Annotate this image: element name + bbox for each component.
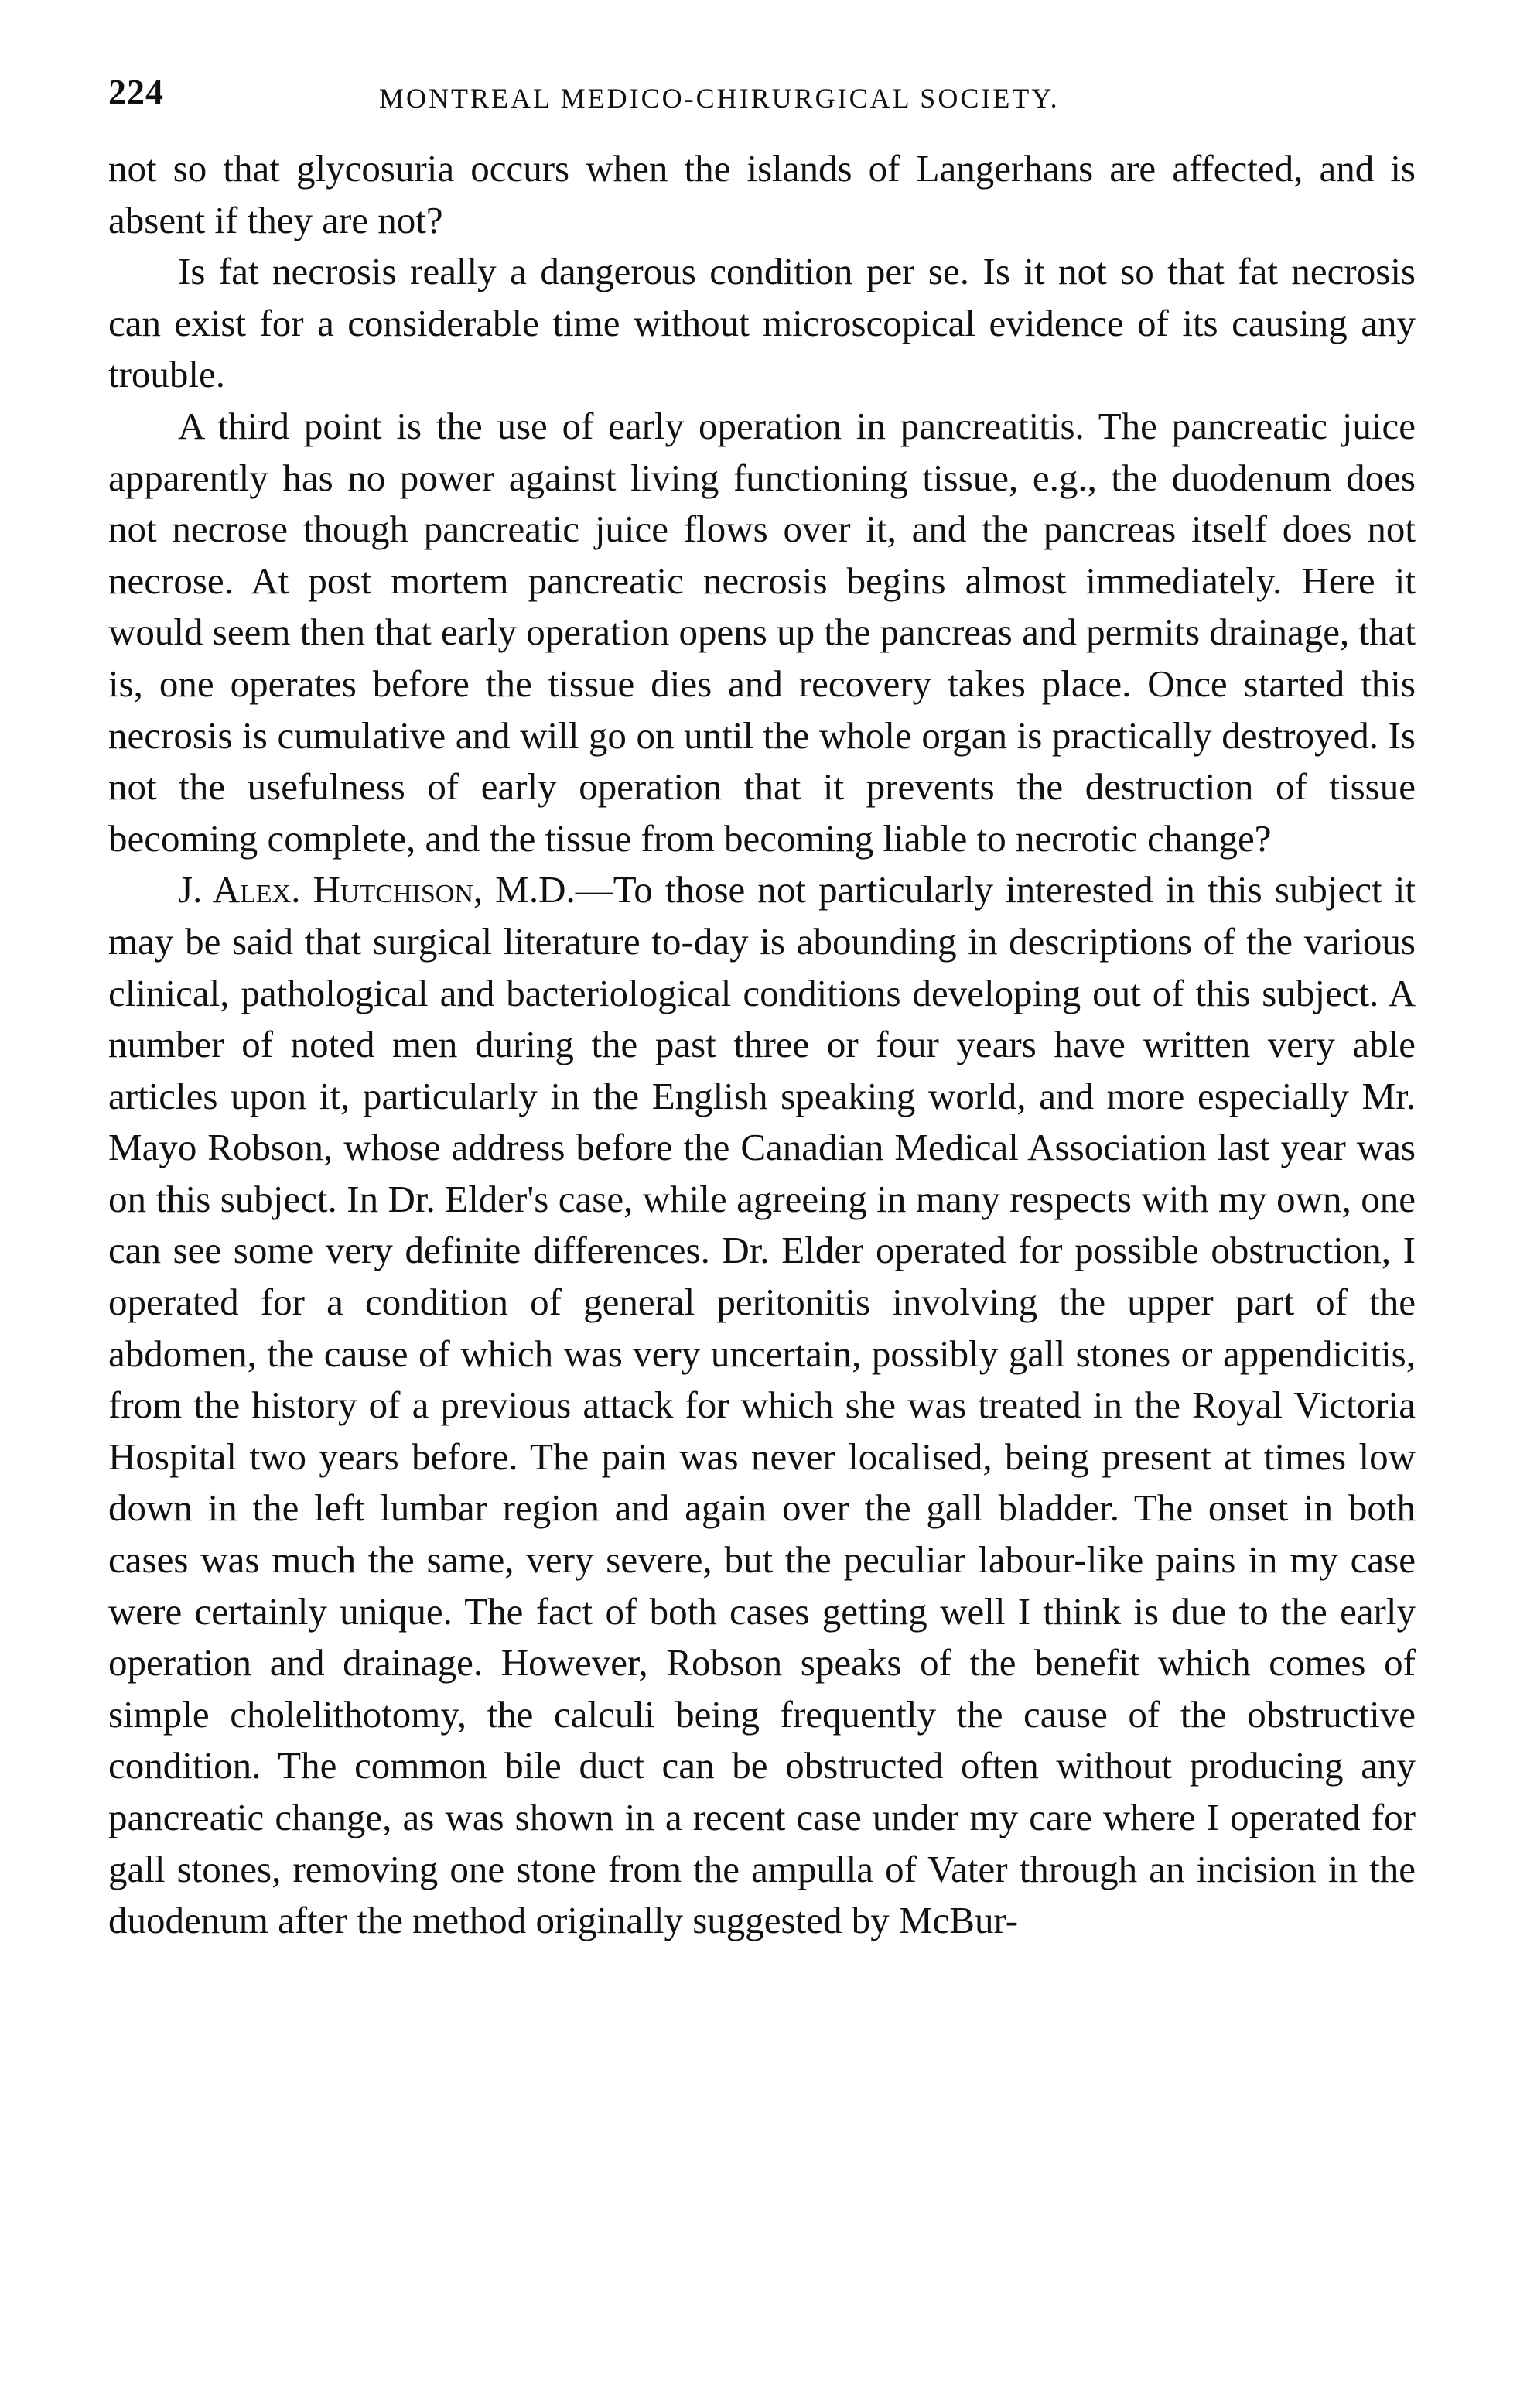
body-text [108, 143, 1416, 1947]
paragraph-continued: not so that glycosuria occurs when the islands of Langerhans are affected, and is absent if they are not? [108, 147, 1416, 241]
running-head [108, 71, 1416, 125]
paragraph-fat-necrosis: Is fat necrosis really a dangerous condition per se. Is it not so that fat necrosis can exist for a considerable time without microscopical evidence of its causing any trouble. [108, 250, 1416, 396]
speaker-name: J. Alex. Hutchison, M.D. [178, 868, 576, 912]
paragraph-hutchison [108, 864, 1416, 1946]
journal-title: MONTREAL MEDICO-CHIRURGICAL SOCIETY. [379, 83, 1060, 114]
paragraph-early-operation: A third point is the use of early operation in pancreatitis. The pancreatic juice apparently has no power against living functioning tissue, e.g., the duodenum does not necrose though pancreatic juice flows over it, and the pancreas itself does not necrose. At post mortem pancreatic necrosis begins almost immediately. Here it would seem then that early operation opens up the pancreas and permits drainage, that is, one operates before the tissue dies and recovery takes place. Once started this necrosis is cumulative and will go on until the whole organ is practically destroyed. Is not the usefulness of early operation that it prevents the destruction of tissue becoming complete, and the tissue from becoming liable to necrotic change? [108, 404, 1416, 860]
paragraph-hutchison-text: —To those not particularly interested in this subject it may be said that surgical literature to-day is abounding in descriptions of the various clinical, pathological and bacteriological conditions developing out of this subject. A number of noted men during the past three or four years have written very able articles upon it, particularly in the English speaking world, and more especially Mr. Mayo Robson, whose address before the Canadian Medical Association last year was on this subject. In Dr. Elder's case, while agreeing in many respects with my own, one can see some very definite differences. Dr. Elder operated for possible obstruction, I operated for a condition of general peritonitis involving the upper part of the abdomen, the cause of which was very uncertain, possibly gall stones or appendicitis, from the history of a previous attack for which she was treated in the Royal Victoria Hospital two years before. The pain was never localised, being present at times low down in the left lumbar region and again over the gall bladder. The onset in both cases was much the same, very severe, but the peculiar labour-like pains in my case were certainly unique. The fact of both cases getting well I think is due to the early operation and drainage. However, Robson speaks of the benefit which comes of simple cholelithotomy, the calculi being frequently the cause of the obstructive condition. The common bile duct can be obstructed often without producing any pancreatic change, as was shown in a recent case under my care where I operated for gall stones, removing one stone from the ampulla of Vater through an incision in the duodenum after the method originally suggested by McBur- [108, 868, 1416, 1942]
page-number: 224 [108, 72, 164, 111]
